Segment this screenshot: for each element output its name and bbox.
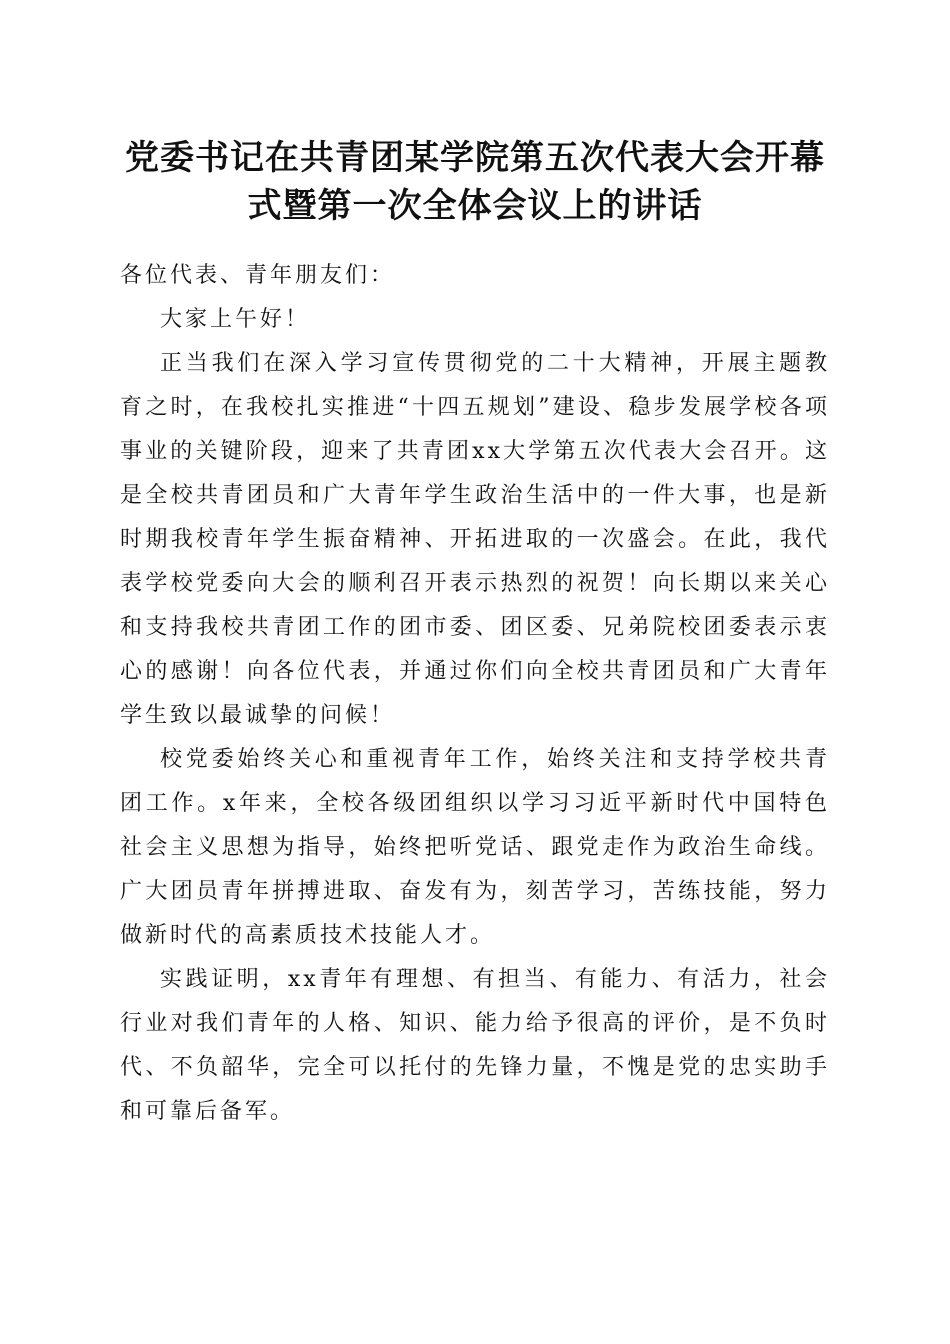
salutation: 各位代表、青年朋友们： xyxy=(120,263,396,288)
body-paragraph: 实践证明，xx青年有理想、有担当、有能力、有活力，社会行业对我们青年的人格、知识、能力给予很高的评价，是不负时代、不负韶华，完全可以托付的先锋力量，不愧是党的忠实助手和可靠后备军。 xyxy=(120,967,830,1124)
body-paragraph: 正当我们在深入学习宣传贯彻党的二十大精神，开展主题教育之时，在我校扎实推进“十四五规划”建设、稳步发展学校各项事业的关键阶段，迎来了共青团xx大学第五次代表大会召开。这是全校共青团员和广大青年学生政治生活中的一件大事，也是新时期我校青年学生振奋精神、开拓进取的一次盛会。在此，我代表学校党委向大会的顺利召开表示热烈的祝贺！向长期以来关心和支持我校共青团工作的团市委、团区委、兄弟院校团委表示衷心的感谢！向各位代表，并通过你们向全校共青团员和广大青年学生致以最诚挚的问候！ xyxy=(120,351,830,728)
document-title xyxy=(100,134,850,230)
document-body xyxy=(120,254,830,1134)
greeting-paragraph: 大家上午好！ xyxy=(160,307,311,332)
title-line-2: 式暨第一次全体会议上的讲话 xyxy=(247,186,703,226)
title-line-1: 党委书记在共青团某学院第五次代表大会开幕 xyxy=(125,138,825,178)
body-paragraph: 校党委始终关心和重视青年工作，始终关注和支持学校共青团工作。x年来，全校各级团组织以学习习近平新时代中国特色社会主义思想为指导，始终把听党话、跟党走作为政治生命线。广大团员青年拼搏进取、奋发有为，刻苦学习，苦练技能，努力做新时代的高素质技术技能人才。 xyxy=(120,747,830,948)
